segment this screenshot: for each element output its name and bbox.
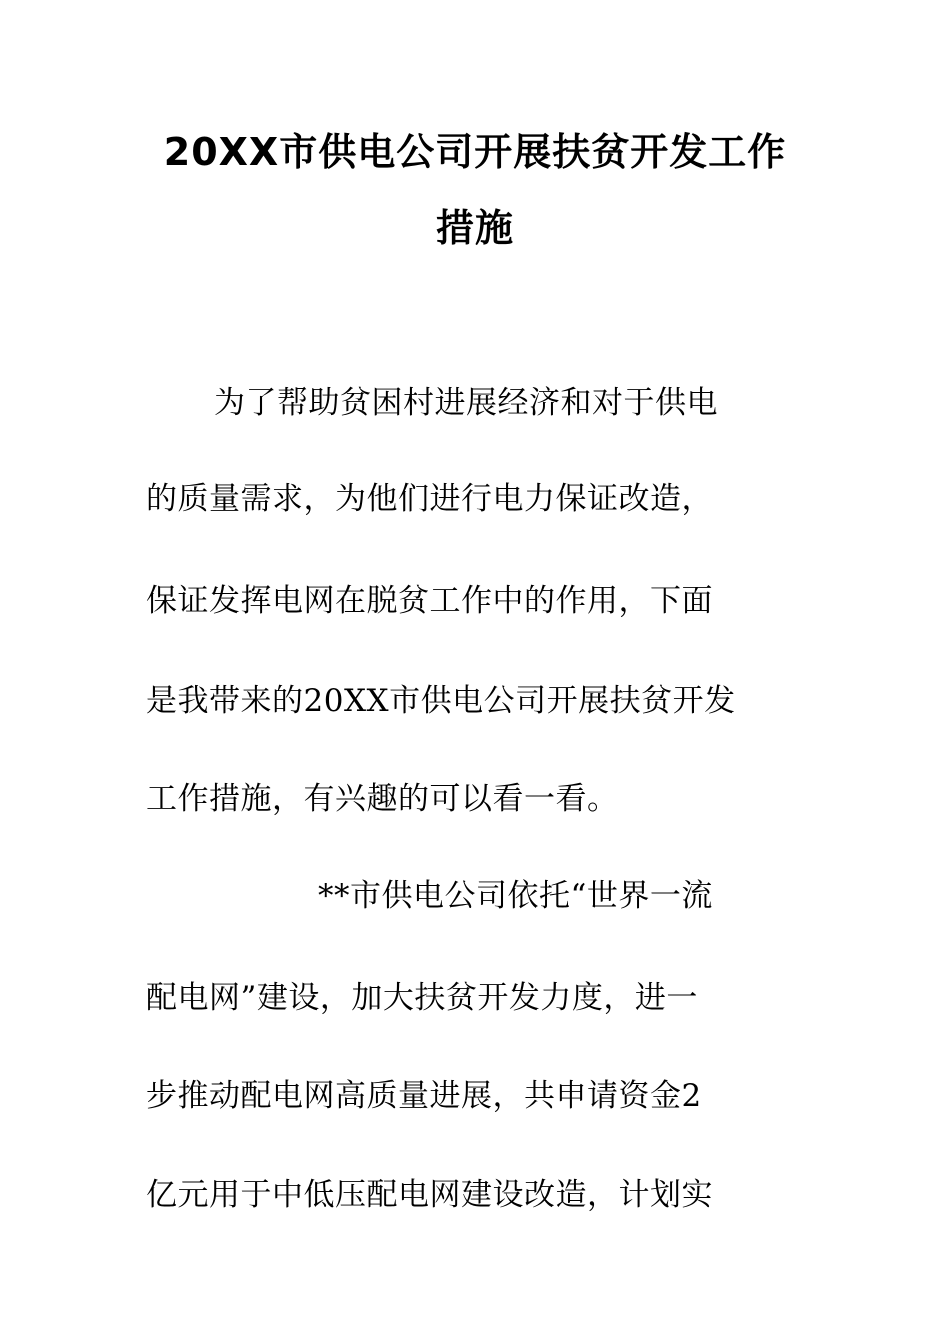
document-title-line-2: 措施 — [435, 206, 514, 250]
paragraph-line-9: 亿元用于中低压配电网建设改造，计划实 — [146, 1177, 713, 1213]
paragraph-line-3: 保证发挥电网在脱贫工作中的作用，下面 — [146, 583, 713, 619]
paragraph-line-2: 的质量需求，为他们进行电力保证改造， — [146, 481, 713, 517]
paragraph-line-6: **市供电公司依托“世界一流 — [318, 878, 713, 914]
paragraph-line-8: 步推动配电网高质量进展，共申请资金2 — [146, 1078, 702, 1114]
paragraph-line-1: 为了帮助贫困村进展经济和对于供电 — [214, 385, 718, 421]
paragraph-line-7: 配电网”建设，加大扶贫开发力度，进一 — [146, 980, 698, 1016]
paragraph-line-4: 是我带来的20XX市供电公司开展扶贫开发 — [146, 683, 736, 719]
paragraph-line-5: 工作措施，有兴趣的可以看一看。 — [146, 781, 619, 817]
document-title-line-1: 20XX市供电公司开展扶贫开发工作 — [163, 130, 787, 174]
